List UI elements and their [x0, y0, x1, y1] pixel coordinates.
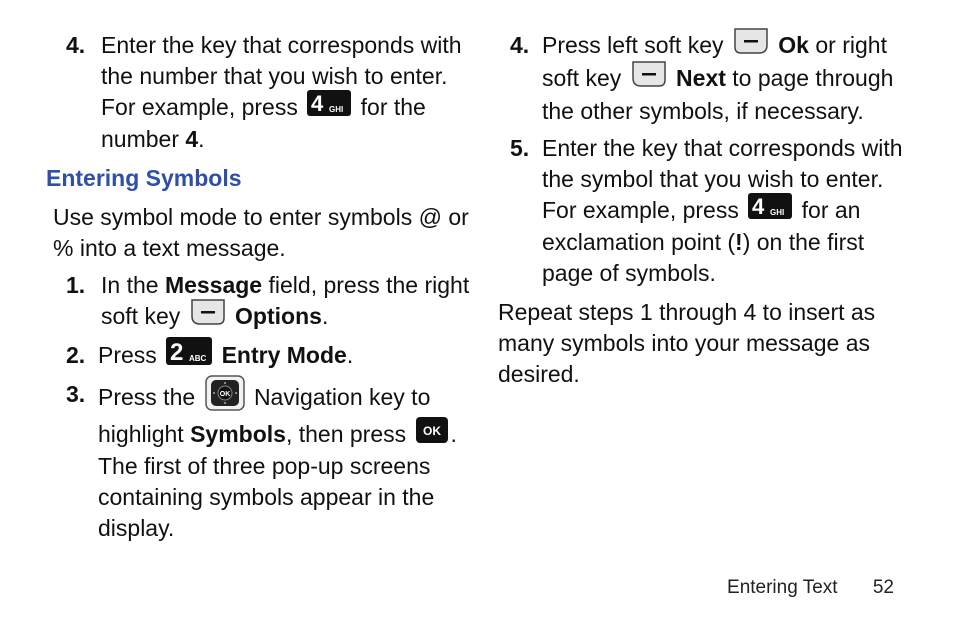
text-fragment: to page through: [732, 64, 894, 91]
right-soft-key-icon: [631, 60, 667, 96]
step-number: 4.: [510, 32, 530, 58]
text-line: desired.: [498, 360, 580, 387]
text-fragment: .: [450, 420, 457, 447]
text-fragment: soft key: [101, 302, 181, 329]
text-fragment: In the: [101, 271, 159, 298]
right-soft-key-icon: [190, 298, 226, 334]
text-fragment: field, press the right: [268, 271, 470, 298]
ok-key-icon: [416, 417, 448, 451]
bold-term: Message: [164, 271, 263, 298]
section-heading: Entering Symbols: [46, 164, 242, 191]
text-line: the symbol that you wish to enter.: [542, 165, 884, 192]
text-fragment: soft key: [542, 64, 622, 91]
bold-term: !: [735, 228, 743, 255]
key-letters: GHI: [329, 104, 344, 114]
text-line: [101, 124, 456, 155]
key-4-ghi-icon: [748, 193, 792, 227]
key-digit: 2: [170, 338, 184, 365]
footer-section-title: Entering Text: [727, 577, 838, 598]
page-footer: [727, 577, 894, 599]
text-line: [542, 30, 908, 63]
text-line: [101, 270, 470, 301]
bold-term: Entry Mode: [221, 341, 347, 368]
text-fragment: Press left soft key: [542, 32, 724, 58]
text-line: The first of three pop-up screens: [98, 452, 431, 479]
key-4-ghi-icon: [307, 90, 351, 124]
text-fragment: .: [198, 125, 205, 152]
step-5-enter-symbol-key: [498, 133, 908, 289]
bold-term: Next: [676, 64, 726, 91]
navigation-key-icon: [205, 375, 245, 419]
text-fragment: For example, press: [101, 94, 298, 120]
text-fragment: for an: [801, 196, 861, 223]
text-line: Enter the key that corresponds with: [101, 32, 462, 58]
step-3-highlight-symbols: [46, 379, 456, 544]
text-line: Repeat steps 1 through 4 to insert as: [498, 298, 876, 325]
text-line: [542, 227, 908, 258]
bold-term: Symbols: [190, 420, 286, 447]
text-fragment: , then press: [285, 420, 407, 447]
step-number: 4.: [66, 32, 86, 58]
text-line: [98, 419, 456, 451]
step-4-enter-number: [46, 30, 462, 155]
step-4-page-through-symbols: [498, 30, 908, 127]
bold-number: 4: [185, 125, 199, 152]
text-fragment: For example, press: [542, 196, 739, 223]
key-letters: ABC: [189, 353, 207, 363]
text-line: [101, 92, 456, 124]
text-fragment: number: [101, 125, 179, 152]
text-line: [98, 379, 456, 419]
key-letters: GHI: [770, 207, 785, 217]
text-fragment: Press the: [98, 383, 196, 410]
step-number: 5.: [510, 134, 530, 161]
text-fragment: exclamation point (: [542, 228, 736, 255]
bold-term: Ok: [778, 32, 809, 58]
text-line: % into a text message.: [53, 234, 286, 261]
text-fragment: or right: [815, 32, 887, 58]
step-number: 3.: [66, 380, 86, 407]
text-line: [542, 63, 908, 96]
step-number: 2.: [66, 341, 86, 368]
text-fragment: for the: [360, 94, 426, 120]
text-line: the other symbols, if necessary.: [542, 97, 864, 124]
left-column: [46, 30, 470, 550]
key-digit: 4: [752, 193, 765, 219]
key-digit: 4: [311, 90, 324, 116]
text-line: page of symbols.: [542, 259, 716, 286]
text-fragment: highlight: [98, 420, 184, 447]
step-2-press-entry-mode: [46, 340, 456, 373]
left-soft-key-icon: [733, 27, 769, 63]
text-fragment: ) on the first: [742, 228, 865, 255]
text-fragment: .: [321, 302, 329, 329]
text-line: [542, 195, 908, 227]
nav-center-label: OK: [219, 390, 230, 398]
repeat-paragraph: [498, 297, 908, 390]
text-line: Use symbol mode to enter symbols @ or: [53, 203, 469, 230]
text-fragment: Navigation key to: [253, 383, 431, 410]
key-2-abc-icon: [166, 337, 212, 373]
text-line: containing symbols appear in the: [98, 483, 435, 510]
intro-paragraph: [46, 202, 469, 264]
text-line: [101, 301, 456, 334]
text-line: many symbols into your message as: [498, 329, 870, 356]
right-column: [498, 30, 908, 396]
step-number: 1.: [66, 271, 86, 298]
ok-key-label: OK: [422, 423, 441, 438]
step-1-press-soft-key: [46, 270, 470, 334]
page-number: 52: [872, 577, 894, 598]
text-line: the number that you wish to enter.: [101, 63, 448, 89]
text-line: display.: [98, 514, 175, 541]
text-line: Enter the key that corresponds with: [542, 134, 903, 161]
text-fragment: Press: [98, 341, 157, 368]
text-fragment: .: [346, 341, 354, 368]
bold-term: Options: [235, 302, 322, 329]
text-line: [98, 340, 456, 373]
